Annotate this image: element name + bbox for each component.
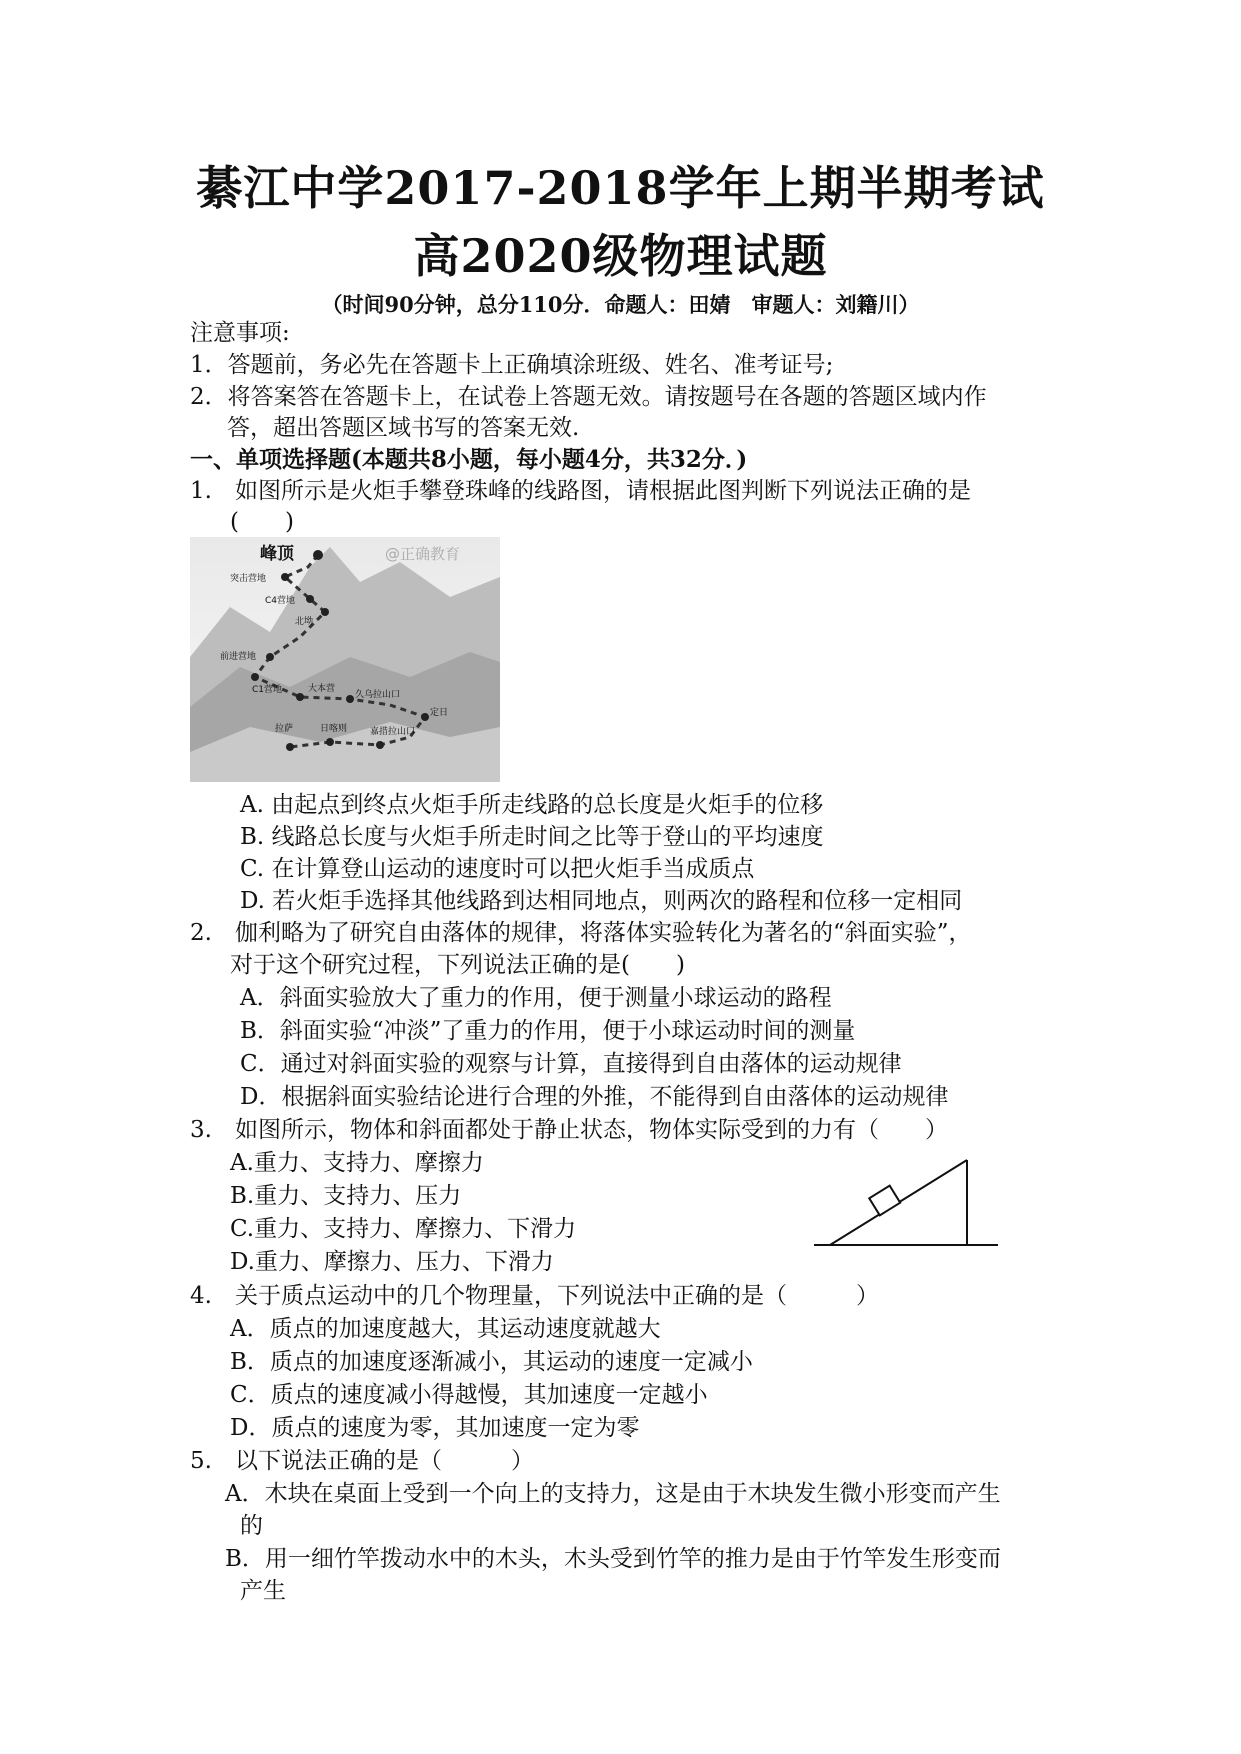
option-c: C．质点的速度减小得越慢，其加速度一定越小 [230, 1382, 708, 1408]
option-d: D.重力、摩擦力、压力、下滑力 [230, 1249, 554, 1275]
notice-item: 1．答题前，务必先在答题卡上正确填涂班级、姓名、准考证号; [190, 352, 834, 378]
option-c: C.重力、支持力、摩擦力、下滑力 [230, 1216, 577, 1242]
option-b: B.重力、支持力、压力 [230, 1183, 462, 1209]
option-a-cont: 的 [240, 1513, 263, 1539]
option-b: B．质点的加速度逐渐减小，其运动的速度一定减小 [230, 1349, 753, 1375]
option-a: A.重力、支持力、摩擦力 [230, 1150, 484, 1176]
map-label: 拉萨 [275, 724, 294, 734]
map-label: 定日 [430, 708, 449, 718]
map-watermark: @正确教育 [385, 545, 461, 563]
route-map-image [190, 537, 500, 782]
exam-meta: （时间90分钟，总分110分．命题人：田婧 审题人：刘籍川） [321, 292, 920, 317]
option-a: A．木块在桌面上受到一个向上的支持力，这是由于木块发生微小形变而产生 [225, 1481, 1001, 1507]
option-d: D．根据斜面实验结论进行合理的外推，不能得到自由落体的运动规律 [240, 1084, 949, 1110]
exam-title: 綦江中学2017-2018学年上期半期考试 [196, 161, 1045, 215]
map-label: 前进营地 [220, 652, 257, 662]
route-map-figure [190, 537, 500, 782]
question-stem: 3. 如图所示，物体和斜面都处于静止状态，物体实际受到的力有（ ） [190, 1117, 948, 1143]
option-a: A．质点的加速度越大，其运动速度就越大 [230, 1316, 661, 1342]
question-stem: 2. 伽利略为了研究自由落体的规律，将落体实验转化为著名的“斜面实验”， [190, 920, 972, 946]
notice-item: 2．将答案答在答题卡上，在试卷上答题无效。请按题号在各题的答题区域内作 [190, 384, 987, 410]
option-b: B．用一细竹竿拨动水中的木头，木头受到竹竿的推力是由于竹竿发生形变而 [225, 1546, 1001, 1572]
map-label: 日喀则 [320, 724, 348, 734]
option-b: B．斜面实验“冲淡”了重力的作用，便于小球运动时间的测量 [240, 1018, 856, 1044]
option-a: A. 由起点到终点火炬手所走线路的总长度是火炬手的位移 [240, 792, 824, 818]
option-c: C．通过对斜面实验的观察与计算，直接得到自由落体的运动规律 [240, 1051, 902, 1077]
notice-heading: 注意事项: [190, 320, 290, 346]
map-label: 突击营地 [230, 574, 267, 584]
section-heading: 一、单项选择题(本题共8小题，每小题4分，共32分．) [190, 446, 748, 473]
option-a: A．斜面实验放大了重力的作用，便于测量小球运动的路程 [240, 985, 832, 1011]
map-label: C4营地 [265, 596, 296, 606]
incline-diagram [812, 1155, 1002, 1250]
incline-figure [812, 1155, 1002, 1250]
map-label: C1营地 [252, 685, 283, 695]
option-b-cont: 产生 [240, 1578, 286, 1604]
question-stem: 4. 关于质点运动中的几个物理量，下列说法中正确的是（ ） [190, 1283, 879, 1309]
exam-subtitle: 高2020级物理试题 [413, 229, 828, 283]
option-d: D．质点的速度为零，其加速度一定为零 [230, 1415, 640, 1441]
question-stem: 1. 如图所示是火炬手攀登珠峰的线路图，请根据此图判断下列说法正确的是 [190, 478, 971, 504]
map-label: 久乌拉山口 [355, 690, 401, 700]
question-stem: 5. 以下说法正确的是（ ） [190, 1448, 534, 1474]
map-label: 嘉措拉山口 [370, 727, 416, 737]
map-label: 北坳 [295, 617, 314, 627]
map-label: 大本营 [308, 684, 336, 694]
option-b: B. 线路总长度与火炬手所走时间之比等于登山的平均速度 [240, 824, 824, 850]
map-label: 峰顶 [260, 544, 294, 564]
question-stem: 对于这个研究过程，下列说法正确的是( ) [230, 952, 685, 978]
notice-item: 答，超出答题区域书写的答案无效. [227, 415, 580, 441]
option-d: D. 若火炬手选择其他线路到达相同地点，则两次的路程和位移一定相同 [240, 888, 963, 914]
question-stem: ( ) [230, 509, 294, 535]
option-c: C. 在计算登山运动的速度时可以把火炬手当成质点 [240, 856, 755, 882]
